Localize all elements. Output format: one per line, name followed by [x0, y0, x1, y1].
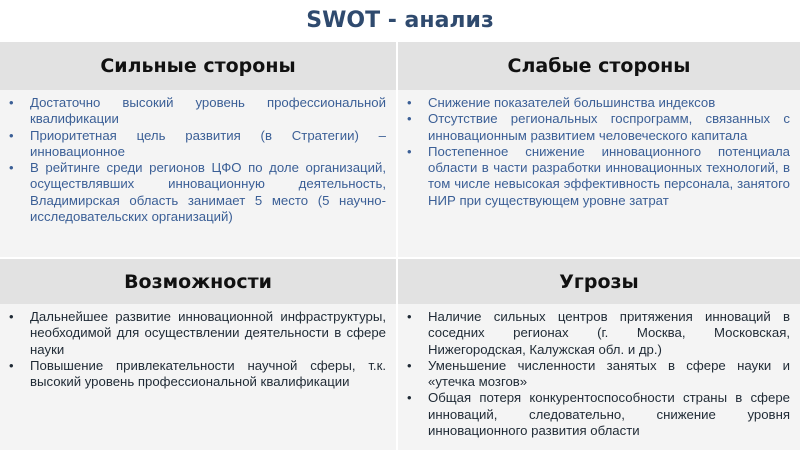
bullet-icon: •	[407, 143, 412, 159]
strengths-cell	[0, 90, 398, 257]
list-item: • Уменьшение численности занятых в сфере науки и «утечка мозгов»	[407, 357, 790, 390]
list-item: • Наличие сильных центров притяжения инноваций в соседних регионах (г. Москва, Московская, Нижегородская, Калужская обл. и др.)	[407, 309, 790, 357]
list-item: • В рейтинге среди регионов ЦФО по доле организаций, осуществлявших инновационную деятельность, Владимирская область занимает 5 место (5 научно-исследовательских организаций)	[9, 160, 386, 225]
bullet-icon: •	[407, 357, 412, 373]
list-item: • Дальнейшее развитие инновационной инфраструктуры, необходимой для осуществлении деятельности в сфере науки	[9, 309, 386, 357]
weaknesses-cell	[398, 90, 800, 257]
weaknesses-header: Слабые стороны	[398, 42, 800, 90]
bullet-icon: •	[9, 309, 14, 324]
list-item: • Отсутствие региональных госпрограмм, связанных с инновационным развитием человеческого капитала	[407, 111, 790, 143]
bullet-icon: •	[407, 390, 412, 406]
opportunities-header: Возможности	[0, 257, 398, 304]
list-item: • Повышение привлекательности научной сферы, т.к. высокий уровень профессиональной квалификации	[9, 357, 386, 390]
bullet-icon: •	[9, 357, 14, 373]
threats-header: Угрозы	[398, 257, 800, 304]
list-item: • Общая потеря конкурентоспособности страны в сфере инноваций, следовательно, снижение уровня инновационного развития области	[407, 390, 790, 439]
threats-cell	[398, 304, 800, 450]
opportunities-list	[8, 309, 386, 390]
swot-table	[0, 42, 800, 450]
bullet-icon: •	[9, 160, 14, 176]
list-item: • Достаточно высокий уровень профессиональной квалификации	[9, 95, 386, 127]
list-item: • Снижение показателей большинства индексов	[407, 95, 716, 110]
list-item: • Постепенное снижение инновационного потенциала области в части разработки инновационных технологий, в том числе невысокая эффективность персонала, занятого НИР при существующем уровне затрат	[407, 143, 790, 208]
opportunities-cell	[0, 304, 398, 450]
bullet-icon: •	[407, 309, 412, 324]
strengths-header: Сильные стороны	[0, 42, 398, 90]
list-item: • Приоритетная цель развития (в Стратегии) – инновационное	[9, 127, 386, 159]
bullet-icon: •	[9, 127, 14, 143]
page-title: SWOT - анализ	[306, 8, 494, 33]
bullet-icon: •	[9, 95, 14, 110]
strengths-list	[8, 95, 386, 225]
weaknesses-list	[406, 95, 790, 209]
threats-list	[406, 309, 790, 439]
bullet-icon: •	[407, 95, 412, 110]
bullet-icon: •	[407, 111, 412, 127]
